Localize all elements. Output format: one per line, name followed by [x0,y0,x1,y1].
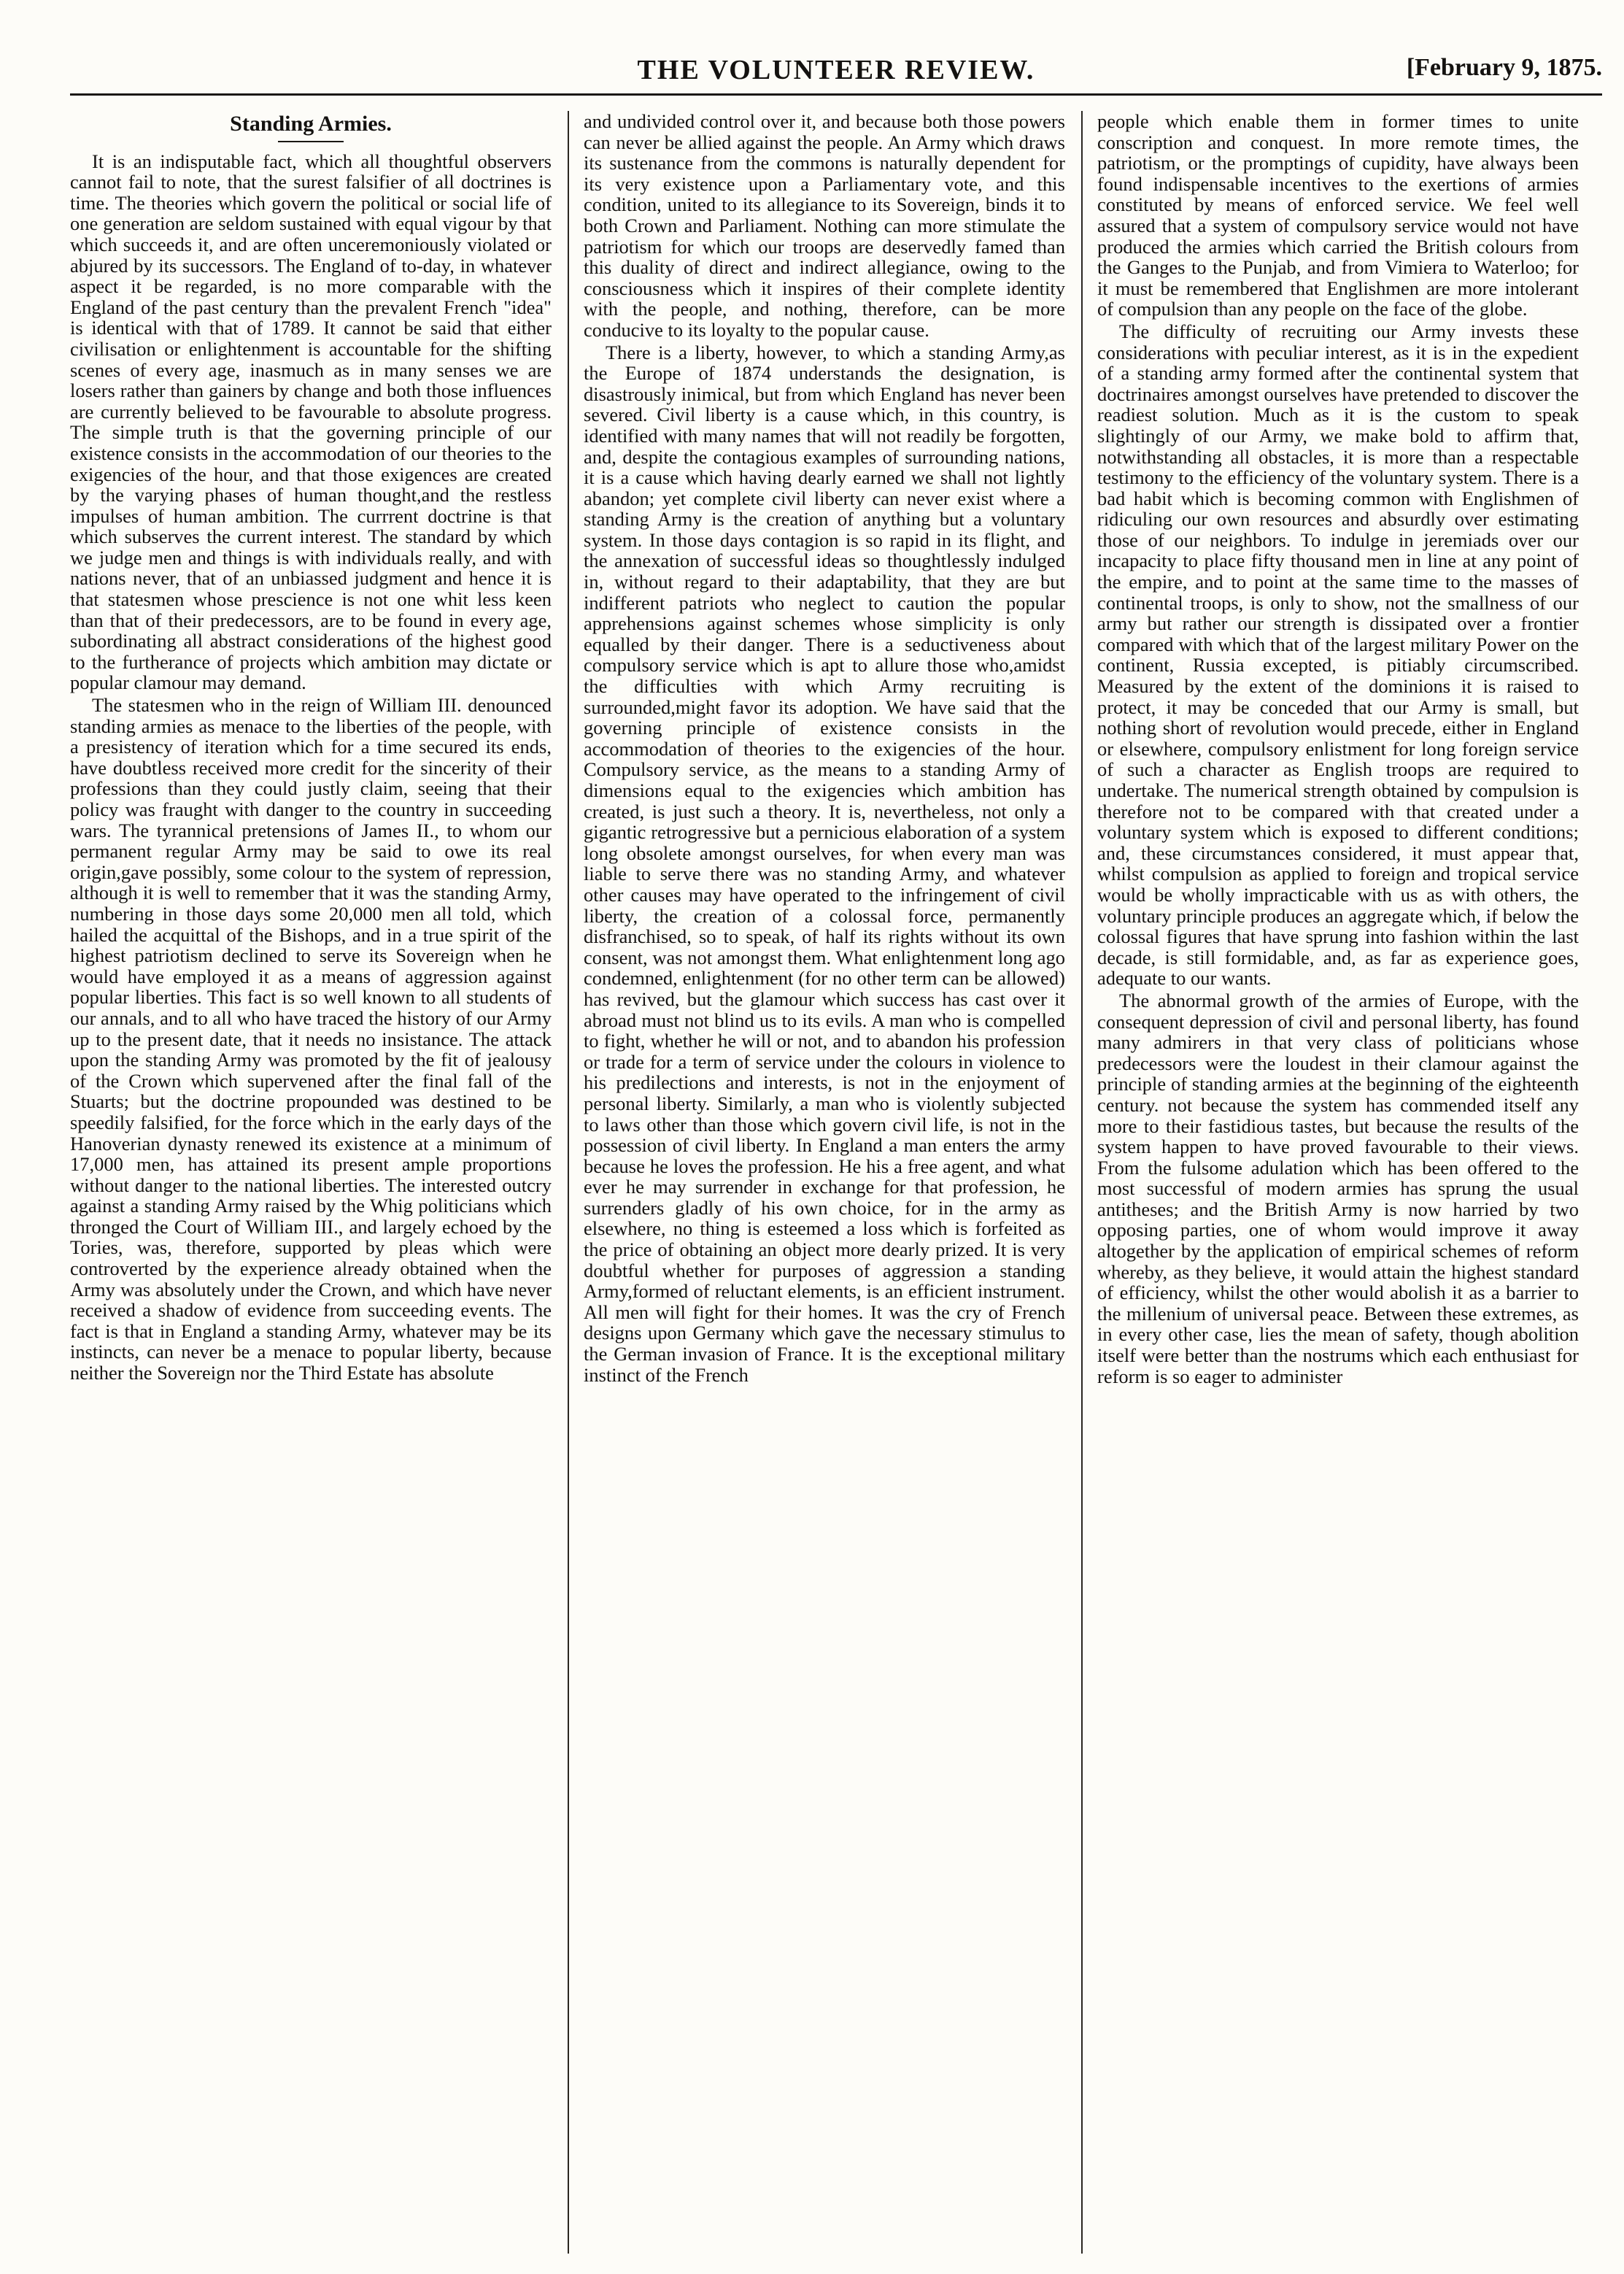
column-rule [568,111,569,2254]
article-paragraph: The statesmen who in the reign of William III. denounced standing armies as menace to the liberties of the people, with a presistency of iteration which for a time secured its ends, have doubtless received more credit for the sincerity of their professions than they could justly claim, seeing that their policy was fraught with danger to the country in succeeding wars. The tyrannical pretensions of James II., to whom our permanent regular Army may be said to owe its real origin,gave possibly, some colour to the system of repression, although it is well to remember that it was the standing Army, numbering in those days some 20,000 men all told, which hailed the acquittal of the Bishops, and in a true spirit of the highest patriotism declined to serve its Sovereign when he would have employed it as a means of aggression against popular liberties. This fact is so well known to all students of our annals, and to all who have traced the history of our Army up to the present date, that it needs no insistance. The attack upon the standing Army was promoted by the fit of jealousy of the Crown which supervened after the final fall of the Stuarts; but the doctrine propounded was destined to be speedily falsified, for the force which in the early days of the Hanoverian dynasty renewed its existence at a minimum of 17,000 men, has attained its present ample proportions without danger to the national liberties. The interested outcry against a standing Army raised by the Whig politicians which thronged the Court of William III., and largely echoed by the Tories, was, therefore, supported by pleas which were controverted by the experience already obtained when the Army was absolutely under the Crown, and which have never received a shadow of evidence from succeeding events. The fact is that in England a standing Army, whatever may be its instincts, can never be a menace to popular liberty, because neither the Sovereign nor the Third Estate has absolute [70,694,552,1384]
article-paragraph: people which enable them in former times to unite conscription and conquest. In more remote times, the patriotism, or the promptings of cupidity, have always been found indispensable incentives to the exertions of armies constituted by means of enforced service. We feel well assured that a system of compulsory service would not have produced the armies which carried the British colours from the Ganges to the Punjab, and from Vimiera to Waterloo; for it must be remembered that Englishmen are more intolerant of compulsion than any people on the face of the globe. [1097,111,1579,320]
masthead-rule [70,93,1602,96]
article-paragraph: The difficulty of recruiting our Army invests these considerations with peculiar interest, as it is in the expedient of a standing army formed after the continental system that doctrinaires amongst ourselves have pretended to discover the readiest solution. Much as it is the custom to speak slightingly of our Army, we make bold to affirm that, notwithstanding all obstacles, it is more than a respectable testimony to the efficiency of the voluntary system. There is a bad habit which is becoming common with Englishmen of ridiculing our own resources and absurdly over estimating those of our neighbors. To indulge in jeremiads over our incapacity to place fifty thousand men in line at any point of the empire, and to point at the same time to the masses of continental troops, is only to show, not the smallness of our army but rather our strength is dissipated over a frontier compared with which that of the largest military Power on the continent, Russia excepted, is pitiably circumscribed. Measured by the extent of the dominions it is raised to protect, it may be conceded that our Army is small, but nothing short of revolution would precede, either in England or elsewhere, compulsory enlistment for long foreign service of such a character as English troops are required to undertake. The numerical strength obtained by compulsion is therefore not to be compared with that created under a voluntary system which is exposed to different conditions; and, these circumstances considered, it must appear that, whilst compulsion as applied to foreign and tropical service would be wholly impracticable with us as with others, the voluntary principle produces an aggregate which, if below the colossal figures that have sprung into fashion within the last decade, is still formidable, and, as far as experience goes, adequate to our wants. [1097,320,1579,990]
article-column-1 [70,111,552,2249]
masthead [70,51,1602,98]
article-paragraph: The abnormal growth of the armies of Europe, with the consequent depression of civil and personal liberty, has found many admirers in that very class of politicians whose predecessors were the loudest in their clamour against the principle of standing armies at the beginning of the eighteenth century. not because the system has commended itself any more to their fastidious tastes, but because the results of the system happen to have proved favourable to their views. From the fulsome adulation which has been offered to the most successful of modern armies has sprung the usual antitheses; and the British Army is now harried by two opposing parties, one of whom would improve it away altogether by the application of empirical schemes of reform whereby, as they believe, it would attain the highest standard of efficiency, whilst the other would abolish it as a barrier to the millenium of universal peace. Between these extremes, as in every other case, lies the mean of safety, though abolition itself were better than the nostrums which each enthusiast for reform is so eager to administer [1097,989,1579,1387]
article-column-3 [1097,111,1579,2249]
column-rule [1081,111,1083,2254]
article-paragraph: There is a liberty, however, to which a standing Army,as the Europe of 1874 understands the designation, is disastrously inimical, but from which England has never been severed. Civil liberty is a cause which, in this country, is identified with many names that will not readily be forgotten, and, despite the contagious examples of surrounding nations, it is a cause which having dearly earned we shall not lightly abandon; yet complete civil liberty can never exist where a standing Army is the creation of anything but a voluntary system. In those days contagion is so rapid in its flight, and the annexation of successful ideas so thoughtlessly indulged in, without regard to their adaptability, that they are but indifferent patriots who neglect to caution the popular apprehensions against schemes whose simplicity is only equalled by their danger. There is a seductiveness about compulsory service which is apt to allure those who,amidst the difficulties with which Army recruiting is surrounded,might favor its adoption. We have said that the governing principle of existence consists in the accommodation of theories to the exigencies of the hour. Compulsory service, as the means to a standing Army of dimensions equal to the exigencies which ambition has created, is just such a theory. It is, nevertheless, not only a gigantic retrogressive but a pernicious elaboration of a system long obsolete amongst ourselves, for when every man was liable to serve there was no standing Army, and whatever other causes may have operated to the infringement of civil liberty, the creation of a colossal force, permanently disfranchised, so to speak, of half its rights without its own consent, was not amongst them. What enlightenment long ago condemned, enlightenment (for no other term can be allowed) has revived, but the glamour which success has cast over it abroad must not blind us to its evils. A man who is compelled to fight, whether he will or not, and to abandon his profession or trade for a term of service under the colours in violence to his predilections and interests, is not in the enjoyment of personal liberty. Similarly, a man who is violently subjected to laws other than those which govern civil life, is not in the possession of civil liberty. In England a man enters the army because he loves the profession. He his a free agent, and what ever he may surrender in exchange for that profession, he surrenders gladly of his own choice, for in the army as elsewhere, no thing is esteemed a loss which is forfeited as the price of obtaining an object more dearly prized. It is very doubtful whether for purposes of aggression a standing Army,formed of reluctant elements, is an efficient instrument. All men will fight for their homes. It was the cry of French designs upon Germany which gave the necessary stimulus to the German invasion of France. It is the exceptional military instinct of the French [584,341,1065,1386]
article-headline: Standing Armies. [230,112,392,136]
article-paragraph: It is an indisputable fact, which all thoughtful observers cannot fail to note, that the surest falsifier of all doctrines is time. The theories which govern the political or social life of one generation are seldom sustained with equal vigour by that which succeeds it, and are often unceremoniously violated or abjured by its successors. The England of to-day, in whatever aspect it be regarded, is no more comparable with the England of the past century than the prevalent French "idea" is identical with that of 1789. It cannot be said that either civilisation or enlightenment is accountable for the shifting scenes of every age, inasmuch as in many senses we are losers rather than gainers by change and both those influences are currently believed to be favourable to absolute progress. The simple truth is that the governing principle of our existence consists in the accommodation of our theories to the exigencies of the hour, and that those exigences are created by the varying phases of human thought,and the restless impulses of human ambition. The currrent doctrine is that which subserves the current interest. The standard by which we judge men and things is with individuals really, and with nations never, that of an unbiassed judgment and hence it is that statesmen whose prescience is not one whit less keen than that of their predecessors, are to be found in every age, subordinating all abstract considerations of the highest good to the furtherance of projects which ambition may dictate or popular clamour may demand. [70,150,552,694]
headline-rule [278,141,344,142]
article-paragraph: and undivided control over it, and because both those powers can never be allied against the people. An Army which draws its sustenance from the commons is naturally dependent for its very existence upon a Parliamentary vote, and this condition, united to its allegiance to its Sovereign, binds it to both Crown and Parliament. Nothing can more stimulate the patriotism for which our troops are deservedly famed than this duality of direct and indirect allegiance, owing to the consciousness which it inspires of their complete identity with the people, and nothing, therefore, can be more conducive to its loyalty to the popular cause. [584,111,1065,341]
issue-date: [February 9, 1875. [1406,54,1602,81]
masthead-title: THE VOLUNTEER REVIEW. [637,55,1035,85]
article-column-2 [584,111,1065,2249]
